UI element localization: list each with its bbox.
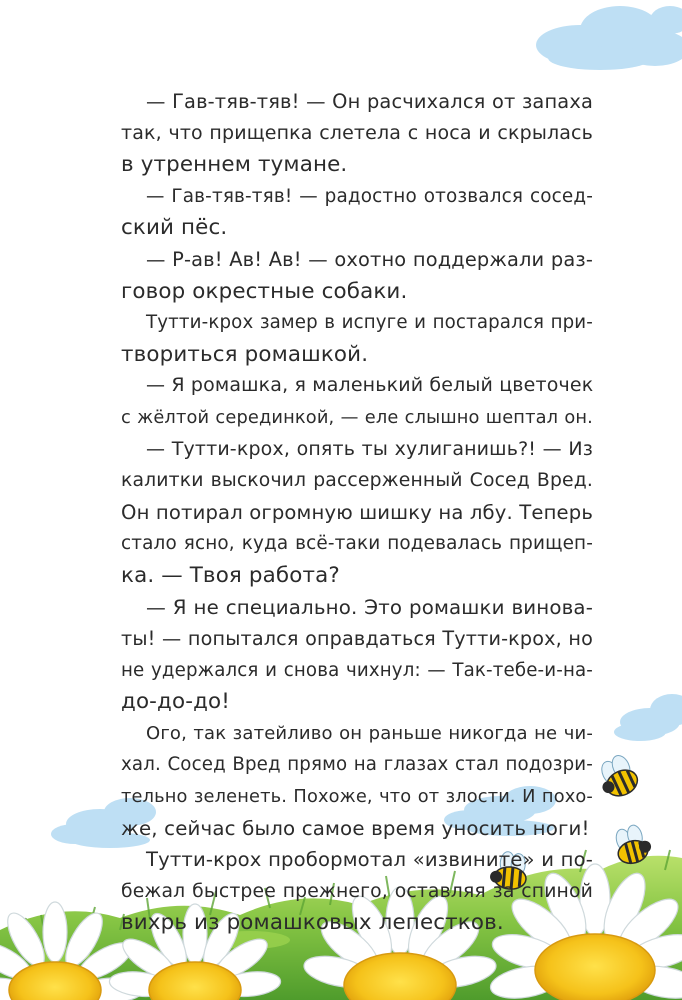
text-line: ский пёс.	[121, 215, 228, 241]
text-line: Тутти-крох замер в испуге и постарался при-	[146, 312, 593, 334]
text-line: — Я не специально. Это ромашки винова-	[146, 595, 593, 619]
text-line: тельно зеленеть. Похоже, что от злости. И похо-	[121, 786, 593, 808]
text-line: так, что прищепка слетела с носа и скрылась	[121, 121, 593, 144]
text-line: — Я ромашка, я маленький белый цветочек	[146, 374, 594, 397]
paragraph	[96, 307, 593, 370]
bee-icon	[592, 752, 641, 803]
text-line: — Гав-тяв-тяв! — радостно отозвался сосед-	[146, 185, 593, 207]
text-line: Тутти-крох пробормотал «извините» и по-	[146, 848, 593, 872]
story-text	[96, 86, 593, 939]
text-line: хал. Сосед Вред прямо на глазах стал подозри-	[121, 754, 593, 776]
text-line: в утреннем тумане.	[121, 152, 348, 178]
paragraph	[96, 718, 593, 844]
text-line: — Р-ав! Ав! Ав! — охотно поддержали раз-	[146, 247, 593, 271]
text-line: вихрь из ромашковых лепестков.	[121, 910, 504, 936]
text-line: ка. — Твоя работа?	[121, 562, 340, 588]
text-line: Ого, так затейливо он раньше никогда не чи-	[146, 722, 593, 744]
text-line: — Тутти-крох, опять ты хулиганишь?! — Из	[146, 437, 593, 460]
text-line: говор окрестные собаки.	[121, 278, 408, 304]
text-line: твориться ромашкой.	[121, 341, 369, 367]
paragraph	[96, 592, 593, 718]
text-line: — Гав-тяв-тяв! — Он расчихался от запаха	[146, 90, 593, 113]
paragraph	[96, 86, 593, 181]
paragraph	[96, 181, 593, 244]
text-line: Он потирал огромную шишку на лбу. Теперь	[121, 500, 594, 524]
cloud-right-middle	[614, 694, 682, 741]
paragraph	[96, 244, 593, 307]
text-line: же, сейчас было самое время уносить ноги!	[121, 816, 590, 840]
text-line: до-до-до!	[121, 689, 230, 715]
text-line: бежал быстрее прежнего, оставляя за спиной	[121, 880, 593, 902]
paragraph	[96, 370, 593, 433]
text-line: стало ясно, куда всё-таки подевалась прищеп-	[121, 533, 593, 555]
cloud-top-right	[536, 6, 682, 70]
text-line: с жёлтой серединкой, — еле слышно шептал он.	[121, 406, 593, 428]
paragraph	[96, 434, 593, 592]
text-line: ты! — попытался оправдаться Тутти-крох, но	[121, 627, 593, 651]
paragraph	[96, 844, 593, 939]
text-line: не удержался и снова чихнул: — Так-тебе-и-на-	[121, 659, 593, 681]
text-line: калитки выскочил рассерженный Сосед Вред.	[121, 470, 593, 492]
